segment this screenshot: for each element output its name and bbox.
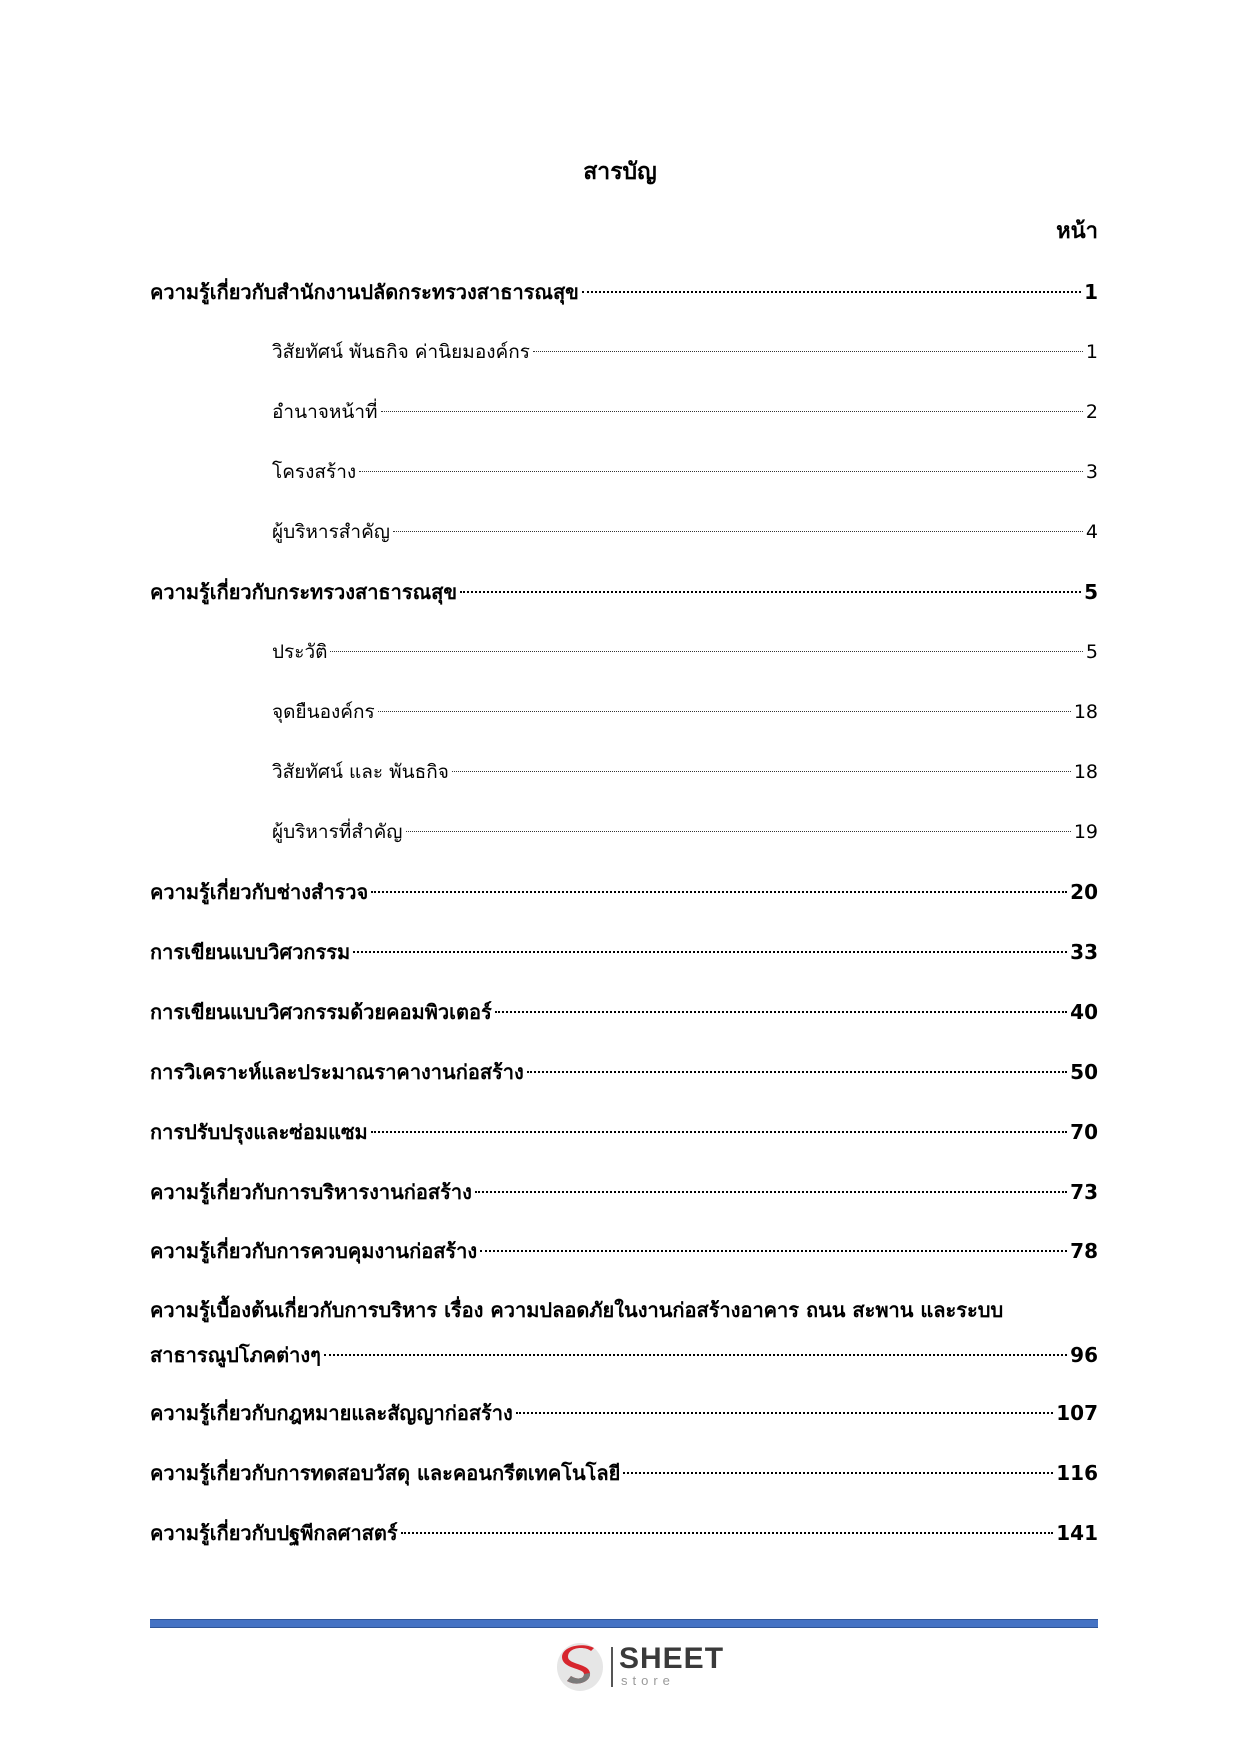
dot-leader [353, 951, 1067, 953]
toc-entry-page: 3 [1085, 461, 1098, 483]
logo-subtitle: store [621, 1673, 675, 1688]
dot-leader [401, 1532, 1054, 1534]
toc-entry[interactable] [150, 272, 1098, 312]
dot-leader [359, 471, 1083, 472]
page-title: สารบัญ [583, 159, 657, 185]
toc-entry-label: ผู้บริหารสำคัญ [272, 521, 390, 543]
toc-entry-label: ความรู้เกี่ยวกับกฎหมายและสัญญาก่อสร้าง [150, 1401, 513, 1425]
toc-entry-label: วิสัยทัศน์ และ พันธกิจ [272, 761, 449, 783]
dot-leader [516, 1412, 1053, 1414]
toc-entry[interactable] [150, 1112, 1098, 1152]
toc-entry-page: 40 [1070, 1000, 1098, 1024]
toc-entry-page: 5 [1084, 580, 1098, 604]
toc-entry-label: การเขียนแบบวิศวกรรม [150, 940, 351, 964]
toc-entry[interactable] [150, 572, 1098, 612]
dot-leader [452, 771, 1071, 772]
dot-leader [330, 651, 1082, 652]
logo-wordmark: SHEET [619, 1642, 725, 1675]
toc-entry-page: 2 [1085, 401, 1098, 423]
toc-entry-page: 19 [1073, 821, 1098, 843]
toc-entry[interactable] [150, 1513, 1098, 1553]
toc-entry-label: ความรู้เกี่ยวกับกระทรวงสาธารณสุข [150, 580, 458, 604]
toc-entry-label: ความรู้เบื้องต้นเกี่ยวกับการบริหาร เรื่อง ความปลอดภัยในงานก่อสร้างอาคาร ถนน สะพาน และระบบ [150, 1298, 1004, 1322]
page-column-heading: หน้า [1056, 219, 1098, 244]
toc-entry-page: 70 [1070, 1120, 1098, 1144]
dot-leader [475, 1191, 1067, 1193]
dot-leader [381, 411, 1083, 412]
dot-leader [460, 591, 1081, 593]
toc-entry[interactable] [150, 1172, 1098, 1212]
toc-entry-label: ความรู้เกี่ยวกับปฐพีกลศาสตร์ [150, 1521, 398, 1545]
toc-entry-label: การปรับปรุงและซ่อมแซม [150, 1120, 368, 1144]
toc-entry-page: 5 [1085, 641, 1098, 663]
toc-entry-label: ความรู้เกี่ยวกับการทดสอบวัสดุ และคอนกรีตเทคโนโลยี [150, 1461, 621, 1485]
toc-entry-page: 96 [1070, 1343, 1098, 1367]
dot-leader [623, 1472, 1053, 1474]
toc-entry-label: ความรู้เกี่ยวกับการบริหารงานก่อสร้าง [150, 1180, 472, 1204]
toc-entry-label: โครงสร้าง [272, 461, 357, 483]
toc-entry[interactable] [150, 932, 1098, 972]
dot-leader [527, 1071, 1067, 1073]
toc-entry-label: ความรู้เกี่ยวกับการควบคุมงานก่อสร้าง [150, 1239, 478, 1263]
toc-entry-page: 50 [1070, 1060, 1098, 1084]
toc-entry-label: ประวัติ [272, 641, 328, 663]
toc-subentry[interactable] [272, 632, 1098, 672]
toc-entry-multiline[interactable] [150, 1290, 1098, 1375]
toc-entry-page: 18 [1073, 761, 1098, 783]
toc-subentry[interactable] [272, 392, 1098, 432]
toc-subentry[interactable] [272, 692, 1098, 732]
dot-leader [582, 291, 1081, 293]
toc-entry-page: 1 [1084, 280, 1098, 304]
toc-entry-label: สาธารณูปโภคต่างๆ [150, 1343, 321, 1367]
toc-entry-page: 1 [1085, 341, 1098, 363]
dot-leader [533, 351, 1083, 352]
toc-entry-label: การเขียนแบบวิศวกรรมด้วยคอมพิวเตอร์ [150, 1000, 492, 1024]
toc-entry[interactable] [150, 1393, 1098, 1433]
toc-entry-label: ความรู้เกี่ยวกับสำนักงานปลัดกระทรวงสาธารณสุข [150, 280, 579, 304]
dot-leader [495, 1011, 1067, 1013]
toc-entry-label: การวิเคราะห์และประมาณราคางานก่อสร้าง [150, 1060, 524, 1084]
dot-leader [324, 1354, 1067, 1356]
toc-entry-label: ความรู้เกี่ยวกับช่างสำรวจ [150, 880, 369, 904]
toc-subentry[interactable] [272, 512, 1098, 552]
toc-entry-page: 116 [1056, 1461, 1098, 1485]
toc-subentry[interactable] [272, 752, 1098, 792]
toc-subentry[interactable] [272, 452, 1098, 492]
dot-leader [480, 1250, 1067, 1252]
toc-entry-page: 141 [1056, 1521, 1098, 1545]
toc-entry-page: 73 [1070, 1180, 1098, 1204]
toc-entry-page: 107 [1056, 1401, 1098, 1425]
toc-entry-label: ผู้บริหารที่สำคัญ [272, 821, 403, 843]
toc-entry-page: 18 [1073, 701, 1098, 723]
toc-entry-label: จุดยืนองค์กร [272, 701, 375, 723]
toc-entry-label: อำนาจหน้าที่ [272, 401, 378, 423]
toc-entry[interactable] [150, 1231, 1098, 1271]
toc-entry[interactable] [150, 1052, 1098, 1092]
toc-subentry[interactable] [272, 812, 1098, 852]
dot-leader [393, 531, 1083, 532]
toc-entry-page: 33 [1070, 940, 1098, 964]
toc-entry-continuation [150, 1335, 1098, 1375]
toc-entry-page: 20 [1070, 880, 1098, 904]
toc-subentry[interactable] [272, 332, 1098, 372]
sheet-store-logo [555, 1641, 725, 1693]
dot-leader [406, 831, 1071, 832]
toc-entry[interactable] [150, 992, 1098, 1032]
sheet-store-s-icon [555, 1641, 605, 1693]
toc-entry-label: วิสัยทัศน์ พันธกิจ ค่านิยมองค์กร [272, 341, 530, 363]
toc-entry-page: 78 [1070, 1239, 1098, 1263]
toc-entry[interactable] [150, 1453, 1098, 1493]
toc-entry-page: 4 [1085, 521, 1098, 543]
footer-rule [150, 1619, 1098, 1628]
dot-leader [371, 1131, 1067, 1133]
dot-leader [371, 891, 1067, 893]
toc-entry[interactable] [150, 872, 1098, 912]
dot-leader [378, 711, 1071, 712]
logo-divider [611, 1647, 613, 1687]
